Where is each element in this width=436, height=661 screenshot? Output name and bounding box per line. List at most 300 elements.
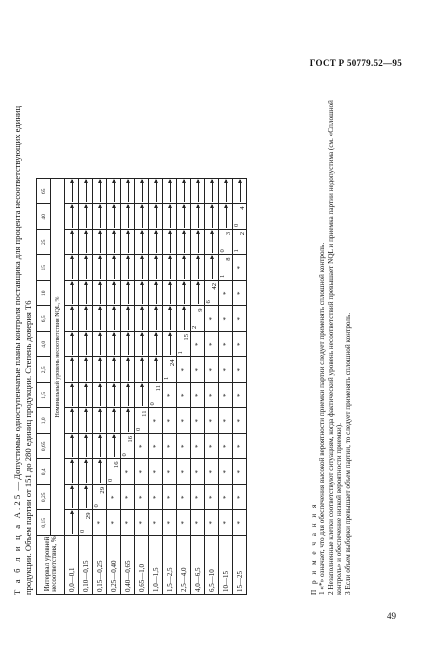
sample-size: 11 (155, 385, 162, 392)
plan-cell (219, 179, 233, 205)
asterisk-mark: * (235, 521, 244, 525)
asterisk-mark: * (235, 444, 244, 448)
arrow-right-icon (142, 231, 143, 254)
plan-cell (191, 485, 205, 511)
arrow-right-icon (114, 410, 115, 433)
plan-cell (233, 408, 247, 434)
arrow-right-icon (86, 359, 87, 382)
plan-cell (191, 459, 205, 485)
plan-cell (205, 281, 219, 307)
row-range-label: 15—25 (233, 536, 247, 595)
asterisk-mark: * (165, 521, 174, 525)
plan-cell (135, 408, 149, 434)
plan-cell (93, 383, 107, 409)
asterisk-mark: * (221, 368, 230, 372)
arrow-right-icon (72, 461, 73, 484)
asterisk-mark: * (165, 419, 174, 423)
asterisk-mark: * (95, 521, 104, 525)
arrow-right-icon (100, 206, 101, 229)
sample-size: 29 (85, 512, 92, 520)
plan-cell (191, 510, 205, 536)
plan-cell (149, 357, 163, 383)
nql-code-header: 0,25 (37, 485, 51, 511)
row-range-label: 1,5—2,5 (163, 536, 177, 595)
plan-cell (163, 434, 177, 460)
plan-cell (79, 383, 93, 409)
table-row (65, 179, 79, 595)
plan-cell (79, 204, 93, 230)
plan-cell (149, 510, 163, 536)
arrow-right-icon (72, 384, 73, 407)
document-header: ГОСТ Р 50779.52—95 (309, 58, 402, 68)
arrow-right-icon (156, 206, 157, 229)
nql-code-header: 1,0 (37, 408, 51, 434)
arrow-right-icon (156, 308, 157, 331)
plan-cell (219, 434, 233, 460)
plan-cell (79, 459, 93, 485)
plan-cell (177, 383, 191, 409)
plan-cell (93, 255, 107, 281)
asterisk-mark: * (151, 470, 160, 474)
plan-cell (219, 383, 233, 409)
table-row (205, 179, 219, 595)
arrow-right-icon (114, 308, 115, 331)
sample-size: 9 (197, 308, 204, 312)
asterisk-mark: * (235, 317, 244, 321)
plan-cell (135, 485, 149, 511)
asterisk-mark: * (221, 444, 230, 448)
plan-cell (149, 230, 163, 256)
asterisk-mark: * (235, 495, 244, 499)
plan-cell (205, 434, 219, 460)
sample-size: 16 (127, 436, 134, 443)
arrow-right-icon (114, 206, 115, 229)
arrow-right-icon (86, 384, 87, 407)
plan-cell (93, 510, 107, 536)
table-row (149, 179, 163, 595)
acceptance-number: 1 (219, 274, 226, 278)
asterisk-mark: * (137, 444, 146, 448)
table-row (219, 179, 233, 595)
arrow-right-icon (212, 231, 213, 254)
asterisk-mark: * (137, 521, 146, 525)
plan-cell (149, 306, 163, 332)
plan-cell (65, 485, 79, 511)
plan-cell (163, 230, 177, 256)
asterisk-mark: * (137, 495, 146, 499)
plan-cell (205, 204, 219, 230)
arrow-right-icon (184, 206, 185, 229)
arrow-right-icon (170, 333, 171, 356)
arrow-right-icon (100, 180, 101, 203)
row-range-label: 0,0—0,1 (65, 536, 79, 595)
plan-cell (107, 434, 121, 460)
arrow-right-icon (72, 180, 73, 203)
arrow-right-icon (114, 282, 115, 305)
acceptance-number: 0 (135, 427, 142, 431)
nql-code-header: 10 (37, 281, 51, 307)
plan-cell (121, 485, 135, 511)
row-range-label: 0,65—1,0 (135, 536, 149, 595)
arrow-right-icon (100, 435, 101, 458)
arrow-right-icon (184, 257, 185, 280)
plan-cell (177, 306, 191, 332)
arrow-right-icon (128, 308, 129, 331)
row-range-label: 0,10—0,15 (79, 536, 93, 595)
plan-cell (219, 332, 233, 358)
plan-cell (233, 459, 247, 485)
asterisk-mark: * (179, 444, 188, 448)
arrow-right-icon (142, 257, 143, 280)
arrow-right-icon (142, 384, 143, 407)
row-range-label: 0,40—0,65 (121, 536, 135, 595)
plan-cell (107, 255, 121, 281)
sample-size: 42 (211, 283, 218, 290)
plan-cell (233, 510, 247, 536)
plan-cell (191, 281, 205, 307)
plan-cell (219, 485, 233, 511)
sample-size: 3 (225, 232, 232, 236)
plan-cell (219, 357, 233, 383)
arrow-right-icon (170, 282, 171, 305)
plan-cell (163, 255, 177, 281)
plan-cell (65, 383, 79, 409)
table-row (107, 179, 121, 595)
plan-cell (149, 204, 163, 230)
asterisk-mark: * (207, 495, 216, 499)
asterisk-mark: * (179, 368, 188, 372)
plan-cell (163, 332, 177, 358)
plan-cell (191, 332, 205, 358)
plan-cell (121, 204, 135, 230)
plan-cell (177, 510, 191, 536)
arrow-right-icon (114, 231, 115, 254)
arrow-right-icon (86, 231, 87, 254)
plan-cell (65, 332, 79, 358)
table-row (163, 179, 177, 595)
asterisk-mark: * (207, 444, 216, 448)
plan-cell (65, 281, 79, 307)
plan-cell (177, 434, 191, 460)
plan-cell (107, 357, 121, 383)
arrow-right-icon (184, 282, 185, 305)
acceptance-number: 0 (219, 249, 226, 253)
arrow-right-icon (100, 308, 101, 331)
asterisk-mark: * (193, 444, 202, 448)
plan-cell (219, 510, 233, 536)
asterisk-mark: * (221, 317, 230, 321)
plan-cell (135, 255, 149, 281)
plan-cell (219, 281, 233, 307)
asterisk-mark: * (235, 368, 244, 372)
plan-cell (233, 485, 247, 511)
notes-title: П р и м е ч а н и я (310, 502, 318, 595)
plan-cell (79, 434, 93, 460)
note-2: 2 Незаполненные клетки соответствуют ситуациям, когда фактический уровень несоответствий превышает NQL и приемка партии недопустима (см. «Сплошной контроль» и обеспечение низкой вероятности приемки). (326, 100, 344, 595)
row-range-label: 4,0—6,5 (191, 536, 205, 595)
plan-cell (219, 306, 233, 332)
plan-cell (205, 306, 219, 332)
plan-cell (135, 510, 149, 536)
plan-cell (65, 204, 79, 230)
plan-cell (177, 230, 191, 256)
plan-cell (163, 510, 177, 536)
plan-cell (191, 357, 205, 383)
arrow-right-icon (128, 180, 129, 203)
arrow-right-icon (128, 359, 129, 382)
plan-cell (205, 383, 219, 409)
plan-cell (93, 459, 107, 485)
arrow-right-icon (198, 180, 199, 203)
arrow-right-icon (72, 206, 73, 229)
plan-cell (233, 357, 247, 383)
plan-cell (93, 204, 107, 230)
plan-cell (163, 459, 177, 485)
asterisk-mark: * (109, 495, 118, 499)
plan-cell (107, 383, 121, 409)
plan-cell (219, 204, 233, 230)
arrow-right-icon (170, 231, 171, 254)
plan-cell (149, 281, 163, 307)
asterisk-mark: * (221, 470, 230, 474)
asterisk-mark: * (221, 342, 230, 346)
plan-cell (177, 204, 191, 230)
plan-cell (233, 332, 247, 358)
plan-cell (205, 408, 219, 434)
plan-cell (177, 179, 191, 205)
nql-code-header: 2,5 (37, 357, 51, 383)
plan-cell (107, 179, 121, 205)
plan-cell (177, 332, 191, 358)
plan-cell (93, 408, 107, 434)
table-row (177, 179, 191, 595)
plan-cell (107, 281, 121, 307)
asterisk-mark: * (193, 342, 202, 346)
acceptance-number: 6 (205, 300, 212, 304)
plan-cell (135, 179, 149, 205)
plan-cell (163, 383, 177, 409)
sample-size: 29 (99, 487, 106, 494)
arrow-right-icon (212, 180, 213, 203)
asterisk-mark: * (123, 495, 132, 499)
acceptance-number: 0 (79, 529, 86, 533)
plan-cell (79, 179, 93, 205)
arrow-right-icon (156, 359, 157, 382)
asterisk-mark: * (151, 521, 160, 525)
asterisk-mark: * (137, 470, 146, 474)
asterisk-mark: * (235, 419, 244, 423)
table-caption-text: — Допустимые одноступенчатые планы контроля поставщика для процента несоответствующих единиц продукции. Объем партии от 151 до 280 единиц продукции. Степень доверия Т6 (12, 105, 33, 595)
plan-cell (121, 357, 135, 383)
arrow-right-icon (170, 257, 171, 280)
plan-cell (121, 332, 135, 358)
plan-cell (135, 357, 149, 383)
asterisk-mark: * (207, 419, 216, 423)
arrow-right-icon (156, 180, 157, 203)
sample-size: 4 (239, 206, 246, 210)
asterisk-mark: * (207, 342, 216, 346)
plan-cell (135, 204, 149, 230)
arrow-right-icon (86, 461, 87, 484)
rotated-page-content (12, 85, 352, 595)
plan-cell (233, 434, 247, 460)
plan-cell (107, 204, 121, 230)
sample-size: 24 (169, 359, 176, 367)
arrow-right-icon (184, 180, 185, 203)
plan-cell (163, 485, 177, 511)
plan-cell (177, 408, 191, 434)
row-range-label: 10—15 (219, 536, 233, 595)
arrow-right-icon (86, 257, 87, 280)
plan-cell (191, 230, 205, 256)
plan-cell (121, 383, 135, 409)
plan-cell (65, 459, 79, 485)
plan-cell (135, 434, 149, 460)
asterisk-mark: * (235, 342, 244, 346)
table-row (121, 179, 135, 595)
arrow-right-icon (170, 206, 171, 229)
asterisk-mark: * (151, 495, 160, 499)
arrow-right-icon (142, 180, 143, 203)
plan-cell (191, 255, 205, 281)
asterisk-mark: * (221, 521, 230, 525)
plan-cell (79, 306, 93, 332)
plan-cell (135, 306, 149, 332)
plan-cell (65, 510, 79, 536)
plan-cell (121, 510, 135, 536)
plan-cell (149, 408, 163, 434)
asterisk-mark: * (179, 419, 188, 423)
arrow-right-icon (156, 333, 157, 356)
arrow-right-icon (72, 359, 73, 382)
plan-cell (65, 306, 79, 332)
asterisk-mark: * (109, 521, 118, 525)
arrow-right-icon (86, 410, 87, 433)
plan-cell (233, 179, 247, 205)
asterisk-mark: * (221, 495, 230, 499)
nql-code-header: 15 (37, 255, 51, 281)
plan-cell (93, 281, 107, 307)
arrow-right-icon (170, 308, 171, 331)
plan-cell (79, 281, 93, 307)
arrow-right-icon (128, 206, 129, 229)
nql-code-header: 4,0 (37, 332, 51, 358)
asterisk-mark: * (179, 470, 188, 474)
asterisk-mark: * (165, 470, 174, 474)
plan-cell (135, 281, 149, 307)
row-range-label: 6,5—10 (205, 536, 219, 595)
asterisk-mark: * (179, 393, 188, 397)
plan-cell (107, 485, 121, 511)
arrow-right-icon (114, 384, 115, 407)
plan-cell (65, 179, 79, 205)
arrow-right-icon (100, 231, 101, 254)
row-range-label: 1,0—1,5 (149, 536, 163, 595)
plan-cell (107, 408, 121, 434)
plan-cell (79, 408, 93, 434)
plan-cell (121, 281, 135, 307)
acceptance-number: 0 (121, 453, 128, 457)
arrow-right-icon (114, 359, 115, 382)
sampling-plan-table (36, 178, 247, 595)
plan-cell (135, 459, 149, 485)
nql-code-header: 6,5 (37, 306, 51, 332)
nql-code-header: 0,65 (37, 434, 51, 460)
plan-cell (233, 281, 247, 307)
table-row (93, 179, 107, 595)
nql-code-header: 0,4 (37, 459, 51, 485)
plan-cell (163, 204, 177, 230)
arrow-right-icon (128, 257, 129, 280)
arrow-right-icon (142, 308, 143, 331)
arrow-right-icon (100, 461, 101, 484)
nql-code-header: 65 (37, 179, 51, 205)
plan-cell (79, 230, 93, 256)
asterisk-mark: * (207, 470, 216, 474)
arrow-right-icon (142, 282, 143, 305)
plan-cell (93, 332, 107, 358)
arrow-right-icon (198, 206, 199, 229)
asterisk-mark: * (193, 521, 202, 525)
asterisk-mark: * (165, 444, 174, 448)
arrow-right-icon (100, 333, 101, 356)
plan-cell (219, 408, 233, 434)
asterisk-mark: * (193, 393, 202, 397)
plan-cell (65, 255, 79, 281)
plan-cell (79, 332, 93, 358)
plan-cell (177, 459, 191, 485)
plan-cell (79, 485, 93, 511)
plan-cell (65, 230, 79, 256)
plan-cell (233, 383, 247, 409)
arrow-right-icon (86, 308, 87, 331)
arrow-right-icon (86, 333, 87, 356)
plan-cell (219, 459, 233, 485)
plan-cell (93, 230, 107, 256)
arrow-right-icon (72, 308, 73, 331)
asterisk-mark: * (221, 419, 230, 423)
arrow-right-icon (100, 410, 101, 433)
range-column-header: Интервал уровней несоответствия, % (37, 536, 65, 595)
plan-cell (233, 204, 247, 230)
plan-cell (205, 357, 219, 383)
arrow-right-icon (128, 333, 129, 356)
plan-cell (93, 485, 107, 511)
nql-code-header: 40 (37, 204, 51, 230)
plan-cell (79, 357, 93, 383)
plan-cell (135, 332, 149, 358)
arrow-right-icon (100, 257, 101, 280)
plan-cell (65, 357, 79, 383)
plan-cell (121, 408, 135, 434)
plan-cell (177, 357, 191, 383)
arrow-right-icon (226, 206, 227, 229)
plan-cell (205, 255, 219, 281)
plan-cell (233, 306, 247, 332)
plan-cell (205, 459, 219, 485)
asterisk-mark: * (235, 393, 244, 397)
table-row (191, 179, 205, 595)
arrow-right-icon (142, 206, 143, 229)
arrow-right-icon (184, 231, 185, 254)
plan-cell (163, 306, 177, 332)
acceptance-number: 0 (93, 504, 100, 508)
asterisk-mark: * (193, 419, 202, 423)
asterisk-mark: * (123, 470, 132, 474)
table-row (233, 179, 247, 595)
note-1: 1 «*» означает, что для обеспечения высокой вероятности приемки партии следует применять сплошной контроль. (318, 242, 327, 595)
arrow-right-icon (198, 257, 199, 280)
